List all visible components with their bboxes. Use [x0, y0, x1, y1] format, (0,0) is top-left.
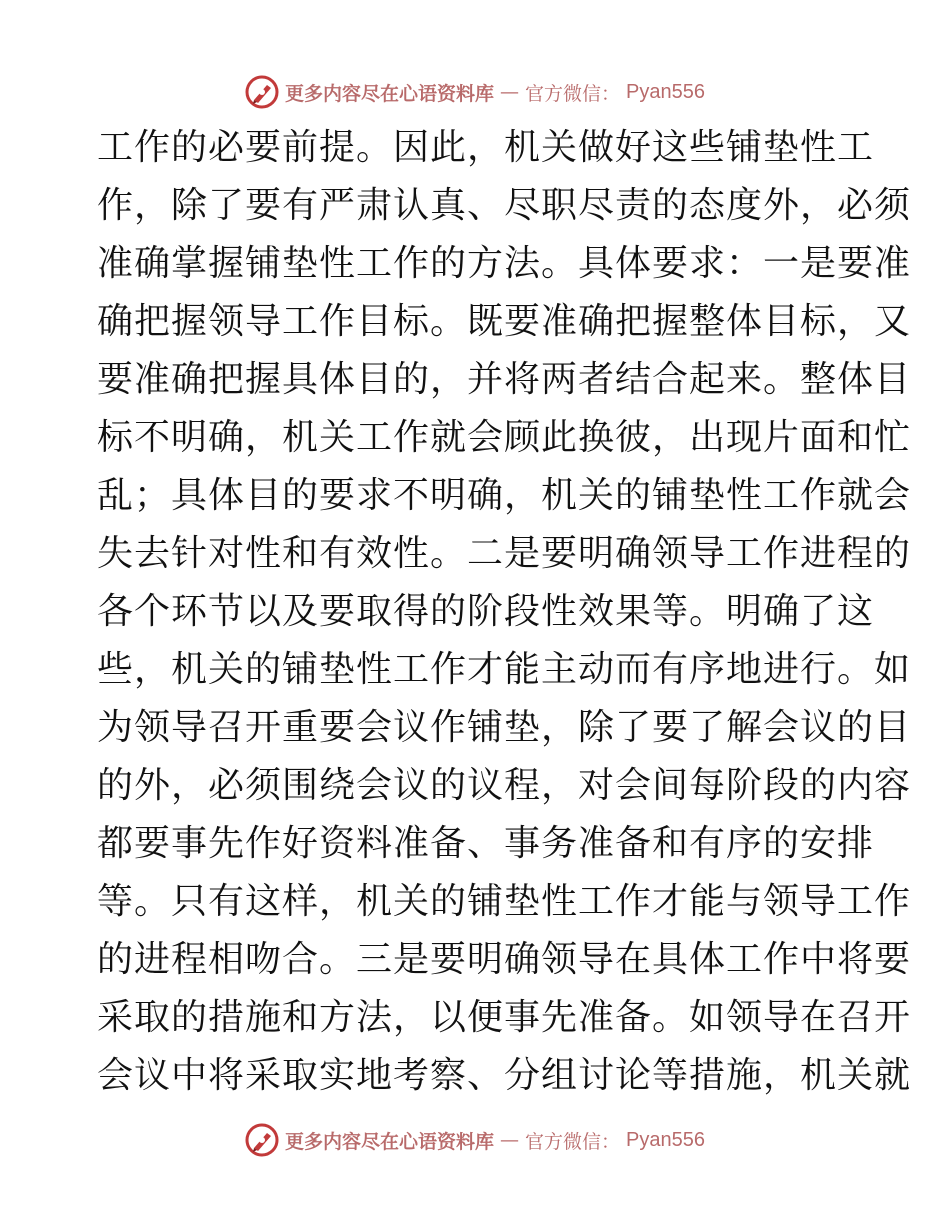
text-line: 的进程相吻合。三是要明确领导在具体工作中将要: [97, 939, 912, 980]
text-line: 作，除了要有严肃认真、尽职尽责的态度外，必须: [97, 185, 912, 226]
text-line: 等。只有这样，机关的铺垫性工作才能与领导工作: [97, 881, 912, 922]
wechat-id: Pyan556: [626, 1128, 705, 1151]
banner-separator: —: [500, 1129, 520, 1151]
text-line: 确把握领导工作目标。既要准确把握整体目标，又: [97, 301, 912, 342]
pen-logo-icon: [245, 75, 279, 109]
banner-separator: —: [500, 81, 520, 103]
wechat-label: 官方微信：: [525, 1130, 621, 1153]
text-line: 都要事先作好资料准备、事务准备和有序的安排: [97, 823, 875, 864]
banner-text: 更多内容尽在心语资料库: [285, 82, 495, 105]
pen-logo-icon: [245, 1123, 279, 1157]
footer-banner: [0, 1120, 950, 1160]
header-banner: [0, 72, 950, 112]
text-line: 会议中将采取实地考察、分组讨论等措施，机关就: [97, 1055, 912, 1096]
text-line: 些，机关的铺垫性工作才能主动而有序地进行。如: [97, 649, 912, 690]
text-line: 的外，必须围绕会议的议程，对会间每阶段的内容: [97, 765, 912, 806]
wechat-id: Pyan556: [626, 80, 705, 103]
text-line: 为领导召开重要会议作铺垫，除了要了解会议的目: [97, 707, 912, 748]
wechat-label: 官方微信：: [525, 82, 621, 105]
text-line: 失去针对性和有效性。二是要明确领导工作进程的: [97, 533, 912, 574]
text-line: 工作的必要前提。因此，机关做好这些铺垫性工: [97, 127, 875, 168]
text-line: 采取的措施和方法，以便事先准备。如领导在召开: [97, 997, 912, 1038]
banner-text: 更多内容尽在心语资料库: [285, 1130, 495, 1153]
text-line: 标不明确，机关工作就会顾此换彼，出现片面和忙: [97, 417, 912, 458]
text-line: 乱；具体目的要求不明确，机关的铺垫性工作就会: [97, 475, 912, 516]
text-line: 各个环节以及要取得的阶段性效果等。明确了这: [97, 591, 875, 632]
text-line: 准确掌握铺垫性工作的方法。具体要求：一是要准: [97, 243, 912, 284]
text-line: 要准确把握具体目的，并将两者结合起来。整体目: [97, 359, 912, 400]
